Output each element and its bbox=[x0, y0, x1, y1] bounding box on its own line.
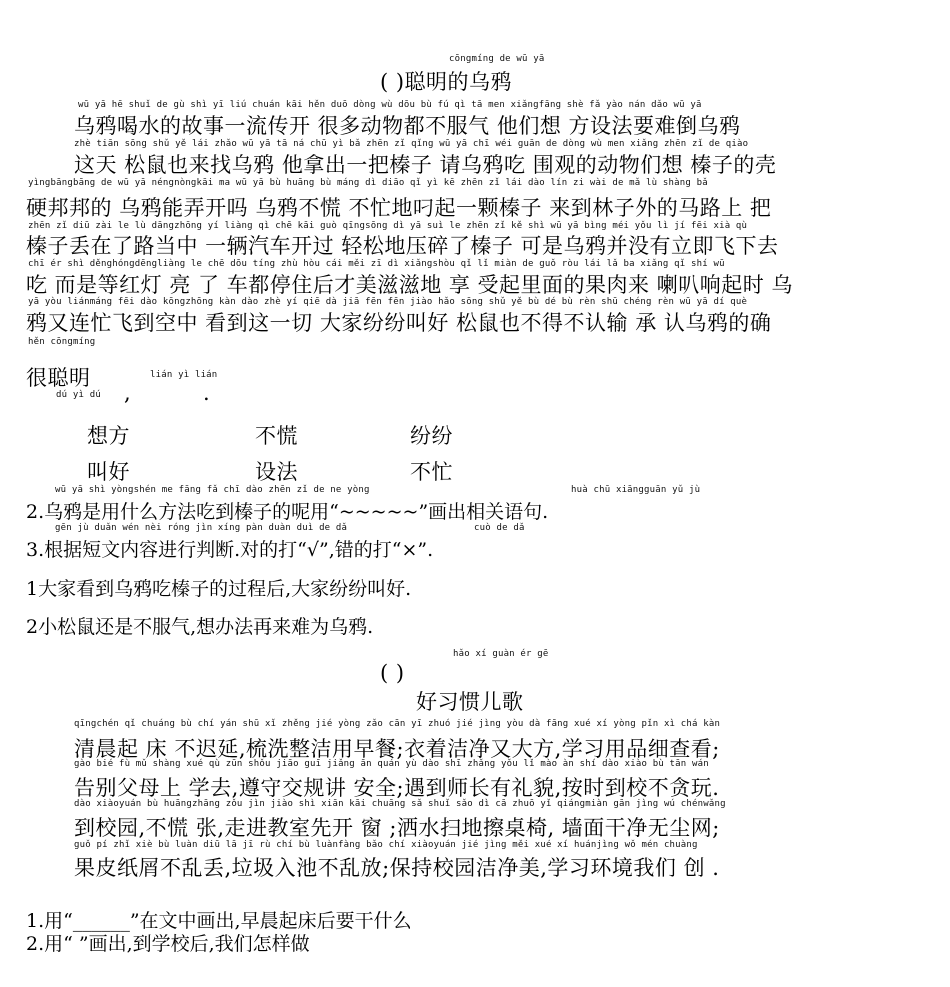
q1-pinyin-left: dú yì dú bbox=[56, 390, 101, 400]
q2-pinyin: huà chū xiāngguān yǔ jù bbox=[571, 485, 701, 495]
pinyin-line: zhēn zǐ diū zài le lù dāngzhōng yí liàng qì chē kāi guò qīngsōng dì yā suì le zhēn zǐ kě shì wū yā bìng méi yǒu lì jí fēi xià qù bbox=[28, 221, 748, 231]
text-line: 告别父母上 学去,遵守交规讲 安全;遇到师长有礼貌,按时到校不贪玩. bbox=[74, 776, 720, 800]
word-item: 叫好 bbox=[87, 460, 130, 484]
text-line: 吃 而是等红灯 亮 了 车都停住后才美滋滋地 享 受起里面的果肉来 喇叭响起时 乌 bbox=[26, 273, 793, 297]
word-item: 纷纷 bbox=[410, 424, 453, 448]
title-pinyin-1: cōngmíng de wū yā bbox=[449, 54, 545, 64]
pinyin-line: yā yòu liánmáng fēi dào kōngzhōng kàn dào zhè yí qiē dà jiā fēn fēn jiào hǎo sōng shǔ yě bù dé bù rèn shū chéng rèn wū yā dí què bbox=[28, 297, 748, 307]
q3-pinyin: cuò de dǎ bbox=[474, 523, 525, 533]
text-line: 清晨起 床 不迟延,梳洗整洁用早餐;衣着洁净又大方,学习用品细查看; bbox=[74, 737, 720, 761]
question-line: 1.用“______”在文中画出,早晨起床后要干什么 bbox=[26, 910, 412, 932]
word-item: 设法 bbox=[255, 460, 298, 484]
pinyin-line: qīngchén qǐ chuáng bù chí yán shū xǐ zhěng jié yòng zǎo cān yī zhuó jié jìng yòu dà fāng xué xí yòng pǐn xì chá kàn bbox=[74, 719, 721, 729]
text-line: 这天 松鼠也来找乌鸦 他拿出一把榛子 请乌鸦吃 围观的动物们想 榛子的壳 bbox=[74, 153, 777, 177]
text-line: 果皮纸屑不乱丢,垃圾入池不乱放;保持校园洁净美,学习环境我们 创 . bbox=[74, 856, 720, 880]
text-line: 榛子丢在了路当中 一辆汽车开过 轻松地压碎了榛子 可是乌鸦并没有立即飞下去 bbox=[26, 234, 779, 258]
text-line: 到校园,不慌 张,走进教室先开 窗 ;洒水扫地擦桌椅, 墙面干净无尘网; bbox=[74, 816, 720, 840]
pinyin-line: chī ér shì děnghóngdēngliàng le chē dōu tíng zhù hòu cái měi zī dì xiǎngshòu qǐ lǐ miàn de guǒ ròu lái lǎ ba xiǎng qǐ shí wū bbox=[28, 259, 725, 269]
q3-pinyin: gēn jù duǎn wén nèi róng jìn xíng pàn duàn duì de dǎ bbox=[55, 523, 348, 533]
passage-title-1: ( )聪明的乌鸦 bbox=[380, 70, 513, 94]
passage-title-2: 好习惯儿歌 bbox=[416, 690, 524, 714]
text-line: 鸦又连忙飞到空中 看到这一切 大家纷纷叫好 松鼠也不得不认输 承 认乌鸦的确 bbox=[26, 311, 772, 335]
pinyin-line: dào xiàoyuán bù huāngzhāng zǒu jìn jiào shì xiān kāi chuāng sǎ shuǐ sǎo dì cā zhuō yǐ qiángmiàn gān jìng wú chénwǎng bbox=[74, 799, 726, 809]
text-line: 乌鸦喝水的故事一流传开 很多动物都不服气 他们想 方设法要难倒乌鸦 bbox=[74, 114, 741, 138]
statement-2: 2小松鼠还是不服气,想办法再来难为乌鸦. bbox=[26, 616, 374, 638]
statement-1: 1大家看到乌鸦吃榛子的过程后,大家纷纷叫好. bbox=[26, 578, 412, 600]
pinyin-line: gào bié fù mǔ shàng xué qù zūn shǒu jiāo guī jiǎng ān quán yù dào shī zhǎng yǒu lǐ mào àn shí dào xiào bù tān wán bbox=[74, 759, 709, 769]
pinyin-line: hěn cōngmíng bbox=[28, 337, 96, 347]
pinyin-line: guǒ pí zhǐ xiè bù luàn diū lā jī rù chí bù luànfàng bǎo chí xiàoyuán jié jìng měi xué xí huánjìng wǒ mén chuàng bbox=[74, 840, 698, 850]
pinyin-line: yìngbāngbāng de wū yā néngnòngkāi ma wū yā bù huāng bù máng dì diāo qǐ yì kē zhēn zǐ lái dào lín zi wài de mǎ lù shàng bǎ bbox=[28, 178, 708, 188]
word-item: 不慌 bbox=[255, 424, 298, 448]
text-line: 很聪明 bbox=[26, 366, 91, 390]
question-line: 2.用“ ”画出,到学校后,我们怎样做 bbox=[26, 933, 310, 955]
text-line: 硬邦邦的 乌鸦能弄开吗 乌鸦不慌 不忙地叼起一颗榛子 来到林子外的马路上 把 bbox=[26, 196, 772, 220]
q1-comma: , bbox=[124, 381, 132, 405]
word-item: 想方 bbox=[87, 424, 130, 448]
question-2: 2.乌鸦是用什么方法吃到榛子的呢用“~~~~~”画出相关语句. bbox=[26, 501, 549, 523]
q1-pinyin-right: lián yì lián bbox=[150, 370, 218, 380]
pinyin-line: zhè tiān sōng shǔ yě lái zhǎo wū yā tā ná chū yì bǎ zhēn zǐ qǐng wū yā chī wéi guān de dòng wù men xiǎng zhēn zǐ de qiào bbox=[74, 139, 749, 149]
pinyin-line: wū yā hē shuǐ de gù shì yī liú chuán kāi hěn duō dòng wù dōu bù fú qì tā men xiǎngfāng shè fǎ yào nán dǎo wū yā bbox=[78, 100, 702, 110]
question-3: 3.根据短文内容进行判断.对的打“√”,错的打“×”. bbox=[26, 539, 434, 561]
title-paren-2: ( ) bbox=[380, 661, 405, 685]
q1-period: . bbox=[203, 381, 211, 405]
word-item: 不忙 bbox=[410, 460, 453, 484]
title-pinyin-2: hǎo xí guàn ér gē bbox=[453, 649, 549, 659]
q2-pinyin: wū yā shì yòngshén me fāng fǎ chī dào zhēn zǐ de ne yòng bbox=[55, 485, 370, 495]
